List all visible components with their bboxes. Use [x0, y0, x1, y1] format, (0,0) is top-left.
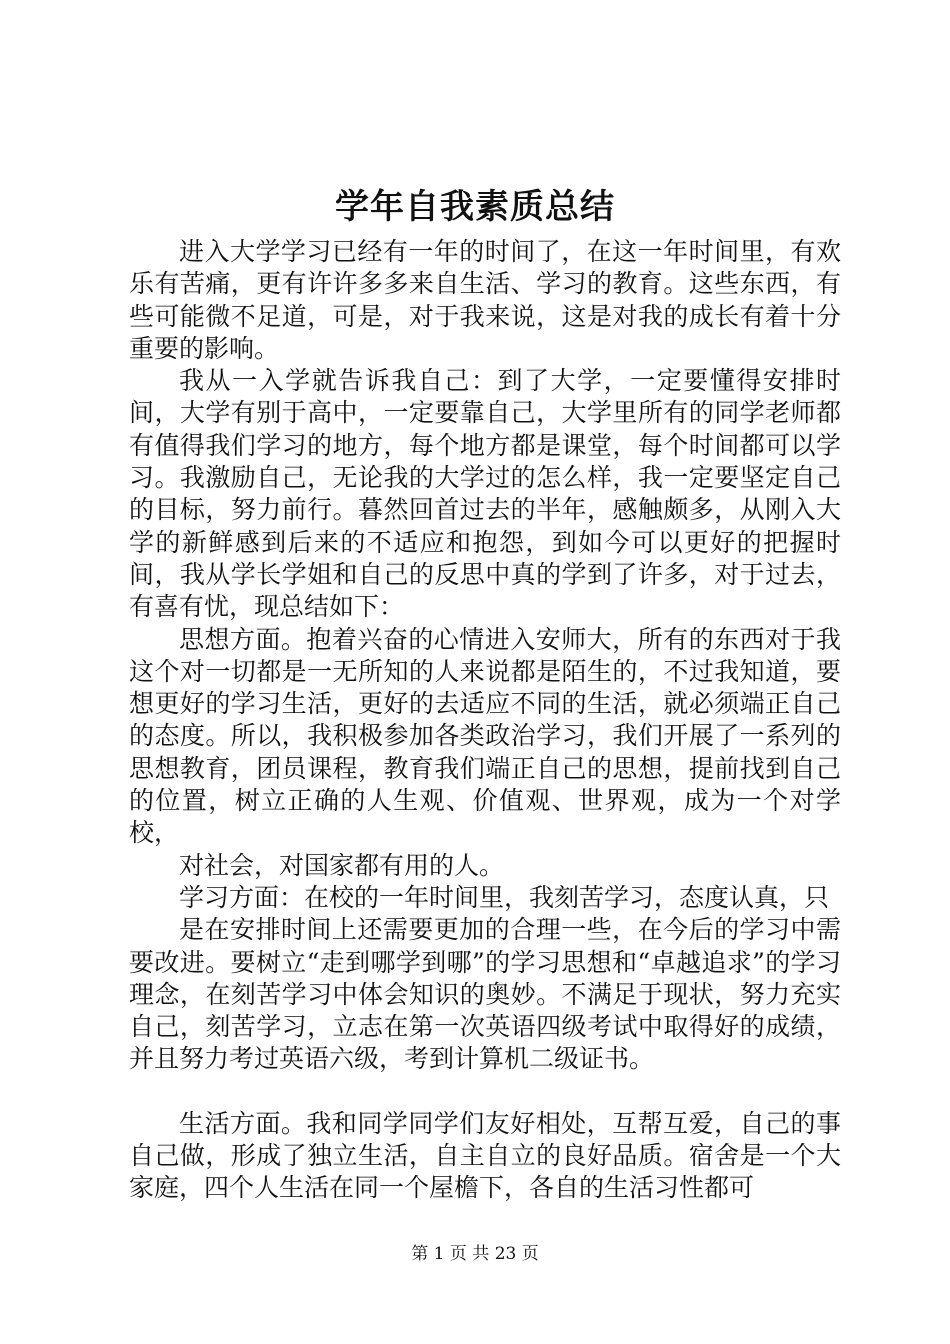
paragraph-study: 学习方面：在校的一年时间里，我刻苦学习，态度认真，只 — [179, 882, 830, 912]
paragraph-thought-continued: 对社会，对国家都有用的人。 — [179, 850, 505, 880]
paragraph-study-continued: 是在安排时间上还需要更加的合理一些，在今后的学习中需要改进。要树立“走到哪学到哪”的学习思想和“卓越追求”的学习理念，在刻苦学习中体会知识的奥妙。不满足于现状，努力充实自己，刻苦学习，立志在第一次英语四级考试中取得好的成绩，并且努力考过英语六级，考到计算机二级证书。 — [129, 915, 841, 1074]
page-footer: 第 1 页 共 23 页 — [411, 1244, 539, 1264]
paragraph-intro: 进入大学学习已经有一年的时间了，在这一年时间里，有欢乐有苦痛，更有许许多多来自生活、学习的教育。这些东西，有些可能微不足道，可是，对于我来说，这是对我的成长有着十分重要的影响。 — [129, 237, 841, 363]
paragraph-life: 生活方面。我和同学同学们友好相处，互帮互爱，自己的事自己做，形成了独立生活，自主自立的良好品质。宿舍是一个大家庭，四个人生活在同一个屋檐下，各自的生活习性都可 — [129, 1108, 841, 1203]
paragraph-overview: 我从一入学就告诉我自己：到了大学，一定要懂得安排时间，大学有别于高中，一定要靠自己，大学里所有的同学老师都有值得我们学习的地方，每个地方都是课堂，每个时间都可以学习。我激励自己，无论我的大学过的怎么样，我一定要坚定自己的目标，努力前行。暮然回首过去的半年，感触颇多，从刚入大学的新鲜感到后来的不适应和抱怨，到如今可以更好的把握时间，我从学长学姐和自己的反思中真的学到了许多，对于过去，有喜有忧，现总结如下： — [129, 366, 841, 622]
paragraph-spacer — [129, 1076, 841, 1108]
document-title: 学年自我素质总结 — [335, 187, 615, 227]
document-body — [129, 236, 841, 1205]
paragraph-thought: 思想方面。抱着兴奋的心情进入安师大，所有的东西对于我这个对一切都是一无所知的人来说都是陌生的，不过我知道，要想更好的学习生活，更好的去适应不同的生活，就必须端正自己的态度。所以，我积极参加各类政治学习，我们开展了一系列的思想教育，团员课程，教育我们端正自己的思想，提前找到自己的位置，树立正确的人生观、价值观、世界观，成为一个对学校， — [129, 624, 841, 848]
